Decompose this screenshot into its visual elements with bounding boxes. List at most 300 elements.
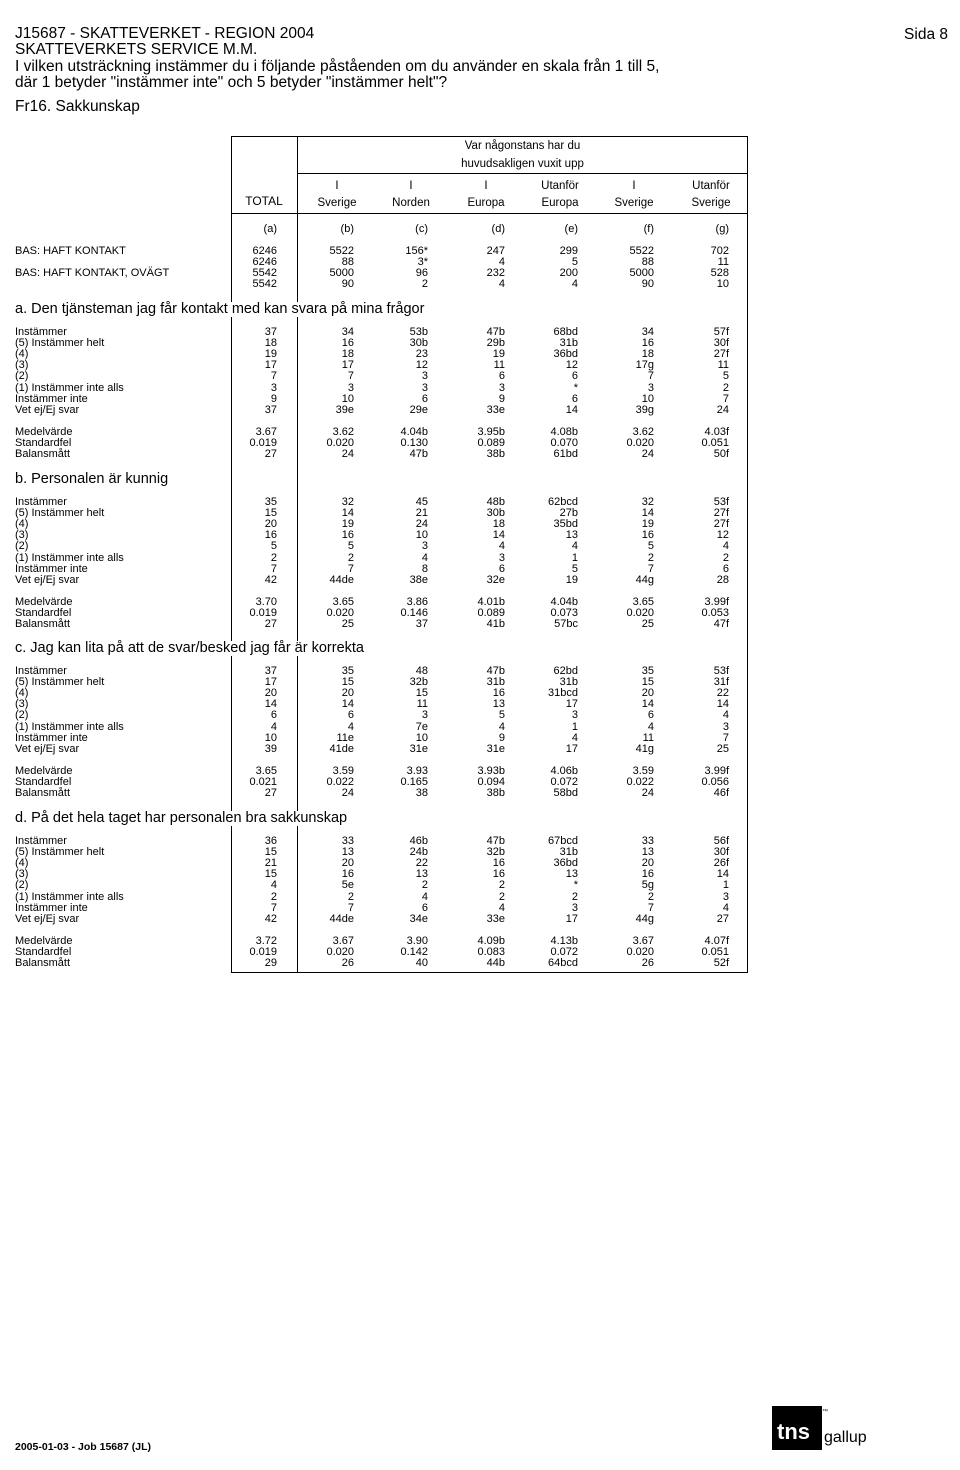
table-row-value: 30b (409, 337, 428, 350)
table-row-value: 6 (571, 392, 578, 405)
base-row-value: 702 (710, 245, 729, 257)
table-row-value: 15 (264, 507, 277, 520)
table-row-value: 35bd (553, 518, 578, 531)
table-row-value: 7 (647, 562, 654, 575)
table-row-value: 30f (713, 846, 729, 859)
table-row-value: 22 (716, 687, 729, 700)
stat-row-value: 3.70 (255, 596, 277, 608)
table-row-value: 16 (341, 868, 354, 881)
table-row-value: 22 (415, 857, 428, 870)
stat-row-value: 44b (486, 957, 505, 970)
stat-row-value: 3.99f (704, 765, 729, 777)
table-row-value: 11 (642, 731, 654, 744)
table-row-value: 5e (341, 879, 354, 892)
base-row-value: 88 (641, 256, 654, 268)
table-row-value: 29b (486, 337, 505, 350)
table-row-value: 46b (409, 835, 428, 847)
table-row-value: 3 (498, 551, 505, 564)
stat-row-value: 29 (264, 957, 277, 970)
table-row-value: 9 (498, 731, 505, 744)
stat-row-value: 0.019 (249, 437, 277, 450)
table-row-value: 16 (641, 868, 654, 881)
stat-row-value: 57bc (554, 618, 578, 631)
column-code: (b) (340, 223, 354, 235)
table-row-value: 4 (722, 540, 729, 553)
base-row-label: BAS: HAFT KONTAKT (15, 245, 126, 257)
table-row-value: 4 (270, 879, 277, 892)
stat-row-value: 38b (486, 787, 505, 800)
table-row-value: 2 (421, 879, 428, 892)
stat-row-value: 0.020 (626, 437, 654, 450)
table-row-value: 38e (409, 573, 428, 586)
table-row-value: 10 (415, 731, 428, 744)
stat-row-value: 0.072 (550, 946, 578, 959)
table-row-label: Instämmer (15, 835, 67, 847)
table-row-label: Vet ej/Ej svar (15, 742, 80, 755)
stat-row-label: Balansmått (15, 618, 71, 631)
table-row-value: 14 (716, 868, 729, 881)
table-row-value: 7 (270, 901, 277, 914)
base-row-value: 5522 (329, 245, 354, 257)
table-row-value: 42 (264, 573, 277, 586)
stat-row-value: 0.146 (400, 607, 428, 620)
table-row-label: (5) Instämmer helt (15, 337, 105, 350)
table-row-value: 5 (647, 540, 654, 553)
table-row-value: 10 (415, 529, 428, 542)
table-row-value: 10 (341, 392, 354, 405)
table-row-value: 19 (341, 518, 354, 531)
table-row-value: 34 (341, 326, 354, 338)
table-row-value: 20 (264, 518, 277, 531)
table-row-value: 2 (347, 890, 354, 903)
base-row-value: 299 (559, 245, 578, 257)
table-row-value: 16 (641, 337, 654, 350)
table-row-label: (2) (15, 370, 29, 383)
table-row-value: 7e (415, 720, 428, 733)
table-row-value: 2 (571, 890, 578, 903)
table-row-value: 14 (264, 698, 277, 711)
table-row-value: 7 (722, 392, 729, 405)
stat-row-value: 0.020 (326, 437, 354, 450)
table-row-value: 39 (264, 742, 277, 755)
table-row-label: (4) (15, 348, 29, 361)
table-row-label: (3) (15, 868, 29, 881)
stat-row-value: 3.59 (332, 765, 354, 777)
table-row-value: 19 (264, 348, 277, 361)
stat-row-value: 0.022 (626, 776, 654, 789)
stat-row-value: 0.056 (701, 776, 729, 789)
stat-row-value: 27 (264, 618, 277, 631)
table-row-value: 11 (493, 359, 505, 372)
table-row-value: 34 (641, 326, 654, 338)
table-row-value: 24 (415, 518, 428, 531)
stat-row-value: 3.67 (332, 935, 354, 947)
stat-row-label: Balansmått (15, 957, 71, 970)
stat-row-value: 0.020 (626, 946, 654, 959)
base-row-value: 11 (717, 256, 729, 268)
table-row-value: 16 (641, 529, 654, 542)
stat-row-value: 26 (641, 957, 654, 970)
column-header-bottom: Sverige (614, 197, 654, 209)
column-header-top: I (484, 180, 488, 192)
tns-gallup-logo (772, 1406, 872, 1450)
table-row-label: (1) Instämmer inte alls (15, 551, 124, 564)
table-row-value: 14 (341, 698, 354, 711)
table-row-value: 11e (336, 731, 354, 744)
stat-row-value: 3.72 (255, 935, 277, 947)
table-row-value: 32b (486, 846, 505, 859)
table-row-value: 47b (486, 665, 505, 677)
table-row-value: 3 (347, 381, 354, 394)
table-row-value: 44de (329, 573, 354, 586)
section-title: b. Personalen är kunnig (15, 471, 169, 487)
table-row-value: 39g (635, 403, 654, 416)
table-row-value: 16 (492, 868, 505, 881)
table-row-label: Instämmer inte (15, 901, 88, 914)
question-id: Fr16. Sakkunskap (15, 98, 140, 115)
table-row-value: 41g (635, 742, 654, 755)
table-row-value: 20 (264, 687, 277, 700)
table-row-value: 68bd (553, 326, 578, 338)
stat-row-value: 0.051 (701, 946, 729, 959)
table-row-value: 13 (415, 868, 428, 881)
table-row-label: (5) Instämmer helt (15, 846, 105, 859)
base-row-value: 88 (341, 256, 354, 268)
table-row-value: 12 (415, 359, 428, 372)
table-row-value: 30f (713, 337, 729, 350)
stat-row-value: 0.072 (550, 776, 578, 789)
table-row-value: 31b (559, 676, 578, 689)
table-row-value: 5 (270, 540, 277, 553)
table-row-value: 2 (722, 551, 729, 564)
stat-row-value: 0.070 (550, 437, 578, 450)
table-row-value: 35 (264, 496, 277, 508)
table-row-value: 53b (409, 326, 428, 338)
stat-row-value: 24 (341, 448, 354, 461)
stat-row-value: 0.053 (701, 607, 729, 620)
stat-row-value: 0.019 (249, 946, 277, 959)
table-row-value: 14 (341, 507, 354, 520)
table-row-label: (3) (15, 359, 29, 372)
table-row-value: 3 (270, 381, 277, 394)
stat-row-value: 0.083 (477, 946, 505, 959)
table-row-value: 5 (498, 709, 505, 722)
column-code: (c) (415, 223, 428, 235)
table-row-value: 13 (641, 846, 654, 859)
table-row-value: 1 (571, 720, 578, 733)
table-row-value: 12 (565, 359, 578, 372)
table-row-value: 13 (341, 846, 354, 859)
stat-row-value: 0.165 (400, 776, 428, 789)
table-row-value: 2 (270, 890, 277, 903)
table-row-value: 29e (409, 403, 428, 416)
table-row-value: 14 (641, 507, 654, 520)
table-row-value: 31e (486, 742, 505, 755)
table-row-value: 5 (571, 562, 578, 575)
table-row-value: 67bcd (548, 835, 578, 847)
table-row-value: 4 (421, 551, 428, 564)
table-row-value: 17 (341, 359, 354, 372)
column-code: (f) (643, 223, 654, 235)
table-row-value: 30b (486, 507, 505, 520)
stat-row-label: Medelvärde (15, 765, 73, 777)
table-row-value: 20 (341, 857, 354, 870)
table-row-value: 14 (492, 529, 505, 542)
base-row-value: 96 (415, 267, 428, 279)
table-row-value: 18 (264, 337, 277, 350)
table-row-value: 8 (421, 562, 428, 575)
base-row-value: 4 (498, 278, 505, 290)
table-row-value: 2 (498, 879, 505, 892)
stat-row-value: 38b (486, 448, 505, 461)
base-row-value: 247 (486, 245, 505, 257)
stat-row-value: 3.99f (704, 596, 729, 608)
table-row-value: 21 (415, 507, 428, 520)
table-row-label: Instämmer inte (15, 392, 88, 405)
table-row-value: 33 (641, 835, 654, 847)
stat-row-value: 27 (264, 787, 277, 800)
table-row-value: 4 (722, 901, 729, 914)
table-row-value: 33 (341, 835, 354, 847)
stat-row-value: 0.022 (326, 776, 354, 789)
table-row-value: 15 (415, 687, 428, 700)
table-row-value: 7 (722, 731, 729, 744)
table-row-value: 16 (341, 529, 354, 542)
stat-row-value: 52f (713, 957, 729, 970)
stat-row-value: 41b (486, 618, 505, 631)
table-row-value: 2 (347, 551, 354, 564)
table-row-value: 4 (498, 540, 505, 553)
table-row-value: 37 (264, 403, 277, 416)
stat-row-value: 3.67 (632, 935, 654, 947)
logo-trademark: ™ (822, 1409, 828, 1415)
table-row-value: 3 (722, 720, 729, 733)
table-row-value: 9 (270, 392, 277, 405)
table-row-value: 19 (641, 518, 654, 531)
base-row-value: 4 (498, 256, 505, 268)
table-row-value: 57f (713, 326, 729, 338)
stat-row-value: 4.01b (477, 596, 505, 608)
base-row-value: 156* (405, 245, 428, 257)
stat-row-label: Balansmått (15, 787, 71, 800)
table-row-value: 11 (717, 359, 729, 372)
table-row-value: 3 (421, 709, 428, 722)
table-row-label: Vet ej/Ej svar (15, 573, 80, 586)
table-row-value: 15 (341, 676, 354, 689)
stat-row-value: 0.020 (326, 607, 354, 620)
table-row-value: 27 (716, 912, 729, 925)
table-row-value: 47b (486, 326, 505, 338)
table-row-value: 53f (713, 665, 729, 677)
table-row-label: Vet ej/Ej svar (15, 403, 80, 416)
base-row-value: 6246 (252, 256, 277, 268)
table-row-value: 17 (565, 742, 578, 755)
stat-row-value: 0.020 (326, 946, 354, 959)
stat-row-label: Standardfel (15, 607, 72, 620)
table-row-value: 4 (270, 720, 277, 733)
stat-row-value: 24 (641, 787, 654, 800)
table-row-value: 13 (492, 698, 505, 711)
table-row-value: 26f (713, 857, 729, 870)
table-row-value: * (573, 879, 578, 892)
table-row-label: (2) (15, 879, 29, 892)
table-row-value: 36bd (553, 348, 578, 361)
stat-row-value: 0.051 (701, 437, 729, 450)
stat-row-value: 0.142 (400, 946, 428, 959)
table-row-value: 48b (486, 496, 505, 508)
table-row-value: 6 (347, 709, 354, 722)
table-row-value: 6 (421, 392, 428, 405)
stat-row-value: 26 (341, 957, 354, 970)
stat-row-value: 3.67 (255, 426, 277, 438)
table-row-value: 11 (416, 698, 428, 711)
logo-subtext: gallup (824, 1429, 867, 1446)
base-row-value: 5522 (629, 245, 654, 257)
table-row-value: 33e (486, 912, 505, 925)
table-row-value: 3 (421, 370, 428, 383)
column-total-header: TOTAL (245, 194, 283, 208)
table-row-value: 36 (264, 835, 277, 847)
stat-row-value: 3.93b (477, 765, 505, 777)
stat-row-value: 25 (641, 618, 654, 631)
table-row-value: 32 (341, 496, 354, 508)
table-row-label: Instämmer inte (15, 731, 88, 744)
table-row-value: 6 (498, 370, 505, 383)
report-subtitle: SKATTEVERKETS SERVICE M.M. (15, 41, 258, 58)
table-row-value: 7 (647, 370, 654, 383)
table-row-value: 20 (341, 687, 354, 700)
stat-row-value: 0.073 (550, 607, 578, 620)
table-row-value: 4 (347, 720, 354, 733)
base-row-label: BAS: HAFT KONTAKT, OVÄGT (15, 267, 170, 279)
stat-row-value: 25 (341, 618, 354, 631)
table-row-label: (3) (15, 698, 29, 711)
table-row-value: 6 (498, 562, 505, 575)
table-row-value: 6 (722, 562, 729, 575)
table-row-value: 19 (565, 573, 578, 586)
table-row-value: 18 (341, 348, 354, 361)
table-row-value: 3 (421, 381, 428, 394)
table-row-value: 13 (565, 529, 578, 542)
column-header-bottom: Europa (541, 197, 579, 209)
table-row-value: 31e (409, 742, 428, 755)
table-row-value: 14 (565, 403, 578, 416)
table-row-value: 7 (647, 901, 654, 914)
stat-row-value: 64bcd (548, 957, 578, 970)
table-row-value: 14 (716, 698, 729, 711)
column-header-bottom: Sverige (317, 197, 357, 209)
table-row-value: 1 (722, 879, 729, 892)
stat-row-value: 37 (415, 618, 428, 631)
report-title: J15687 - SKATTEVERKET - REGION 2004 (15, 25, 315, 42)
group-title: huvudsakligen vuxit upp (461, 158, 584, 170)
table-row-value: 15 (264, 846, 277, 859)
stat-row-value: 4.07f (704, 935, 729, 947)
column-code: (e) (564, 223, 578, 235)
table-row-value: 44g (635, 912, 654, 925)
stat-row-value: 0.089 (477, 437, 505, 450)
question-text-line1: I vilken utsträckning instämmer du i följande påståenden om du använder en skala från 1 till 5, (15, 58, 660, 75)
base-row-value: 2 (421, 278, 428, 290)
table-row-value: 7 (270, 562, 277, 575)
table-divider (297, 173, 748, 174)
column-header-top: I (335, 180, 339, 192)
table-row-label: (4) (15, 687, 29, 700)
stat-row-value: 3.59 (632, 765, 654, 777)
stat-row-label: Medelvärde (15, 935, 73, 947)
table-row-label: Instämmer (15, 665, 67, 677)
table-row-value: 6 (421, 901, 428, 914)
stat-row-value: 0.021 (249, 776, 277, 789)
table-row-value: 5 (722, 370, 729, 383)
table-row-value: 27f (713, 507, 729, 520)
table-row-value: 9 (498, 392, 505, 405)
table-row-value: 10 (264, 731, 277, 744)
table-row-value: 3 (647, 381, 654, 394)
table-row-value: 45 (415, 496, 428, 508)
stat-row-value: 38 (415, 787, 428, 800)
stat-row-label: Standardfel (15, 776, 72, 789)
table-row-value: 23 (415, 348, 428, 361)
stat-row-value: 3.95b (477, 426, 505, 438)
table-row-label: (1) Instämmer inte alls (15, 890, 124, 903)
stat-row-value: 27 (264, 448, 277, 461)
table-row-value: 48 (415, 665, 428, 677)
table-row-value: 3 (722, 890, 729, 903)
table-row-value: 31b (559, 337, 578, 350)
table-row-value: 16 (264, 529, 277, 542)
base-row-value: 5542 (252, 278, 277, 290)
stat-row-value: 3.62 (332, 426, 354, 438)
table-row-value: 39e (335, 403, 354, 416)
stat-row-label: Medelvärde (15, 596, 73, 608)
stat-row-value: 3.90 (406, 935, 428, 947)
base-row-value: 90 (341, 278, 354, 290)
stat-row-label: Balansmått (15, 448, 71, 461)
table-row-value: 27b (559, 507, 578, 520)
table-row-value: 7 (347, 901, 354, 914)
stat-row-label: Medelvärde (15, 426, 73, 438)
column-header-bottom: Europa (467, 197, 505, 209)
table-row-value: 7 (270, 370, 277, 383)
table-row-value: 32b (409, 676, 428, 689)
table-row-value: 41de (329, 742, 354, 755)
stat-row-value: 47b (409, 448, 428, 461)
column-header-top: I (632, 180, 636, 192)
stat-row-value: 4.13b (550, 935, 578, 947)
table-row-value: 4 (571, 540, 578, 553)
base-row-value: 5000 (629, 267, 654, 279)
table-row-label: (2) (15, 709, 29, 722)
table-row-value: 15 (264, 868, 277, 881)
stat-row-value: 0.019 (249, 607, 277, 620)
table-row-value: 31b (486, 676, 505, 689)
table-row-value: 62bcd (548, 496, 578, 508)
table-row-value: 25 (716, 742, 729, 755)
page-number: Sida 8 (904, 26, 948, 43)
base-row-value: 5542 (252, 267, 277, 279)
stat-row-label: Standardfel (15, 437, 72, 450)
stat-row-label: Standardfel (15, 946, 72, 959)
table-row-value: 31f (713, 676, 729, 689)
table-row-value: 24 (716, 403, 729, 416)
stat-row-value: 3.93 (406, 765, 428, 777)
table-row-value: 53f (713, 496, 729, 508)
table-row-label: (5) Instämmer helt (15, 507, 105, 520)
table-row-value: 42 (264, 912, 277, 925)
stat-row-value: 24 (641, 448, 654, 461)
stat-row-value: 50f (713, 448, 729, 461)
